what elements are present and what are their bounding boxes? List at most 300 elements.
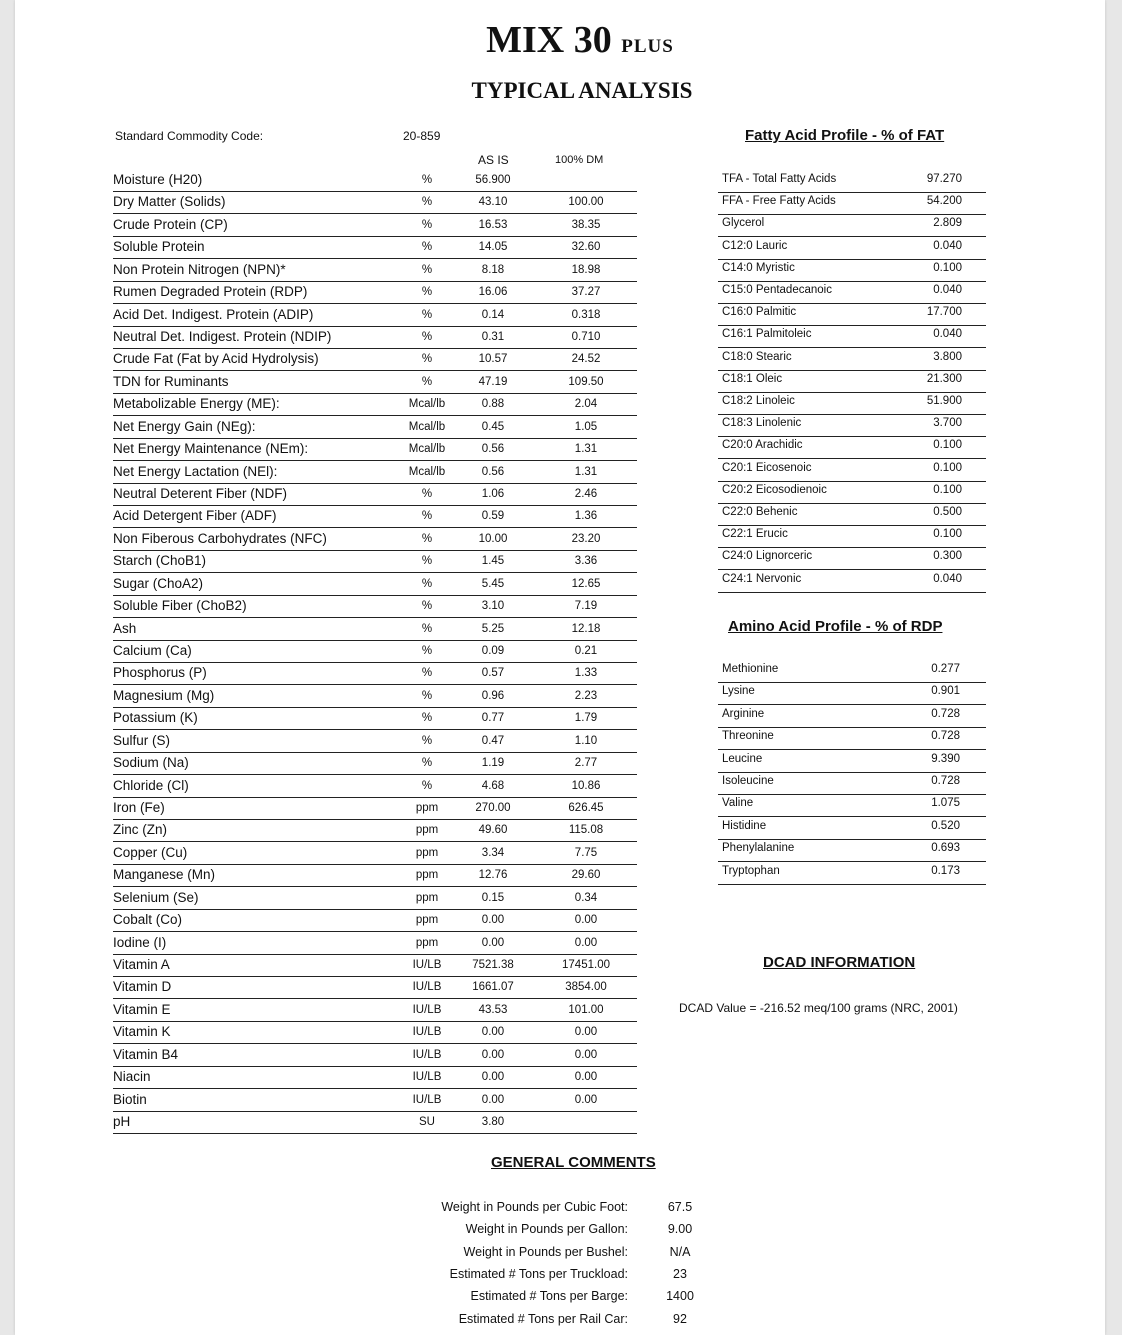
fatty-acid-value: 0.040 [933,284,962,296]
table-row [113,730,637,753]
nutrient-dry-matter: 7.75 [574,846,598,859]
nutrient-dry-matter: 0.00 [574,1026,598,1039]
fatty-acid-value: 51.900 [926,395,962,407]
nutrient-dry-matter: 23.20 [571,532,601,545]
nutrient-as-is: 270.00 [475,802,511,815]
table-row [113,461,637,484]
nutrient-dry-matter: 2.46 [574,488,598,501]
fatty-acid-value: 17.700 [926,306,962,319]
nutrient-unit: % [421,353,433,366]
fatty-acid-row [718,547,986,570]
fatty-acid-name: C22:0 Behenic [722,506,798,518]
fatty-acid-value: 3.700 [933,417,962,430]
nutrient-as-is: 0.47 [481,734,505,747]
fatty-acid-name: C18:3 Linolenic [722,417,802,430]
title-main: MIX 30 [486,19,612,61]
nutrient-as-is: 0.88 [481,398,505,411]
fatty-acid-row [718,503,986,526]
dcad-value-text: DCAD Value = -216.52 meq/100 grams (NRC, 2001) [679,1001,958,1015]
nutrient-unit: Mcal/lb [408,398,446,411]
fatty-acid-name: C22:1 Erucic [722,528,788,541]
amino-acid-row [718,794,986,817]
nutrient-unit: % [421,600,433,613]
nutrient-dry-matter: 100.00 [568,196,604,209]
comment-label: Estimated # Tons per Rail Car: [458,1311,628,1326]
fatty-acid-row [718,459,986,482]
nutrient-name: Starch (ChoB1) [113,553,207,569]
fatty-acid-row [718,325,986,348]
table-row [113,438,637,461]
nutrient-unit: % [421,734,433,747]
nutrient-name: Potassium (K) [113,710,198,726]
nutrient-name: Vitamin B4 [113,1046,179,1062]
nutrient-name: Chloride (Cl) [113,777,189,793]
nutrient-unit: % [421,174,433,186]
nutrient-dry-matter: 0.00 [574,1093,598,1106]
nutrient-name: pH [113,1114,131,1130]
table-row [113,640,637,663]
comment-value: 9.00 [667,1222,693,1237]
nutrient-dry-matter: 1.31 [574,465,598,478]
fatty-acid-name: C20:1 Eicosenoic [722,461,812,474]
nutrient-dry-matter: 0.00 [574,1071,598,1084]
nutrient-unit: % [421,286,433,299]
amino-acid-value: 1.075 [931,797,960,810]
table-row [113,259,637,282]
table-row [113,1089,637,1112]
nutrient-unit: ppm [415,914,439,927]
nutrient-unit: ppm [415,891,439,904]
nutrient-dry-matter: 12.18 [571,622,601,635]
nutrient-unit: ppm [415,824,439,837]
nutrient-as-is: 43.53 [478,1003,508,1016]
nutrient-unit: % [421,689,433,702]
nutrient-unit: % [421,757,433,770]
nutrient-name: Selenium (Se) [113,889,199,905]
nutrient-as-is: 0.77 [481,712,505,725]
table-row [113,775,637,798]
fatty-acid-row [718,436,986,459]
table-row [113,864,637,887]
comment-label: Weight in Pounds per Cubic Foot: [441,1200,628,1214]
nutrient-name: Crude Fat (Fat by Acid Hydrolysis) [113,351,319,367]
amino-acid-name: Phenylalanine [722,842,795,855]
nutrient-unit: IU/LB [412,1048,442,1061]
fatty-acid-value: 0.040 [933,572,962,585]
fatty-acid-row [718,370,986,393]
amino-acid-row [718,727,986,750]
nutrient-unit: % [421,308,433,321]
nutrient-name: Niacin [113,1069,151,1085]
table-row [113,976,637,999]
nutrient-as-is: 0.45 [481,420,505,433]
amino-acid-heading: Amino Acid Profile - % of RDP [728,618,943,635]
table-row [113,483,637,506]
nutrient-dry-matter: 1.05 [574,420,598,433]
table-row [113,393,637,416]
table-row [113,1111,637,1134]
nutrient-unit: IU/LB [412,1026,442,1039]
nutrient-unit: % [421,331,433,343]
nutrient-dry-matter: 0.318 [571,308,601,321]
nutrient-name: Soluble Protein [113,239,205,255]
nutrient-dry-matter: 12.65 [571,577,601,590]
nutrient-dry-matter: 32.60 [571,241,601,254]
nutrient-as-is: 0.00 [481,1048,505,1061]
nutrient-as-is: 1.45 [481,555,505,568]
nutrient-name: Iodine (I) [113,934,167,950]
nutrient-as-is: 7521.38 [472,959,514,972]
amino-acid-value: 0.728 [931,707,960,720]
table-row [113,214,637,237]
fatty-acid-value: 0.040 [933,239,962,252]
nutrient-name: Acid Detergent Fiber (ADF) [113,508,277,524]
commodity-code-label: Standard Commodity Code: [115,129,264,143]
fatty-acid-name: C16:1 Palmitoleic [722,328,812,341]
fatty-acid-value: 0.100 [933,439,962,452]
nutrient-name: Vitamin E [113,1001,171,1017]
nutrient-unit: % [421,555,433,568]
nutrient-as-is: 12.76 [478,869,508,882]
table-row [113,595,637,618]
table-row [113,819,637,842]
nutrient-name: Acid Det. Indigest. Protein (ADIP) [113,306,314,322]
nutrient-name: Cobalt (Co) [113,912,183,928]
table-row [113,685,637,708]
nutrient-name: Magnesium (Mg) [113,687,215,703]
nutrient-name: Neutral Deterent Fiber (NDF) [113,486,288,502]
fatty-acid-name: TFA - Total Fatty Acids [722,173,837,185]
nutrient-as-is: 4.68 [481,779,505,792]
table-row [113,304,637,327]
nutrient-unit: IU/LB [412,1003,442,1016]
amino-acid-name: Threonine [722,730,774,743]
fatty-acid-value: 21.300 [926,372,962,385]
table-row [113,371,637,394]
nutrient-dry-matter: 101.00 [568,1003,604,1016]
fatty-acid-name: C15:0 Pentadecanoic [722,284,832,296]
table-row [113,909,637,932]
nutrient-as-is: 16.53 [478,218,508,231]
nutrient-as-is: 0.00 [481,914,505,927]
amino-acid-value: 0.693 [931,842,960,855]
nutrient-dry-matter: 109.50 [568,375,604,388]
nutrient-unit: % [421,645,433,658]
nutrient-dry-matter: 0.00 [574,914,598,927]
fatty-acid-name: C18:0 Stearic [722,350,792,363]
table-row [113,1021,637,1044]
nutrient-as-is: 0.00 [481,1026,505,1039]
nutrient-unit: % [421,218,433,231]
nutrient-dry-matter: 2.04 [574,398,598,411]
nutrient-name: Metabolizable Energy (ME): [113,396,280,412]
nutrient-unit: Mcal/lb [408,420,446,433]
nutrient-unit: % [421,667,433,680]
nutrient-name: Biotin [113,1091,147,1107]
nutrient-unit: % [421,488,433,501]
nutrient-dry-matter: 626.45 [568,802,604,815]
fatty-acid-value: 0.100 [933,483,962,496]
nutrient-name: Vitamin A [113,957,170,973]
nutrient-as-is: 16.06 [478,286,508,299]
fatty-acid-name: C24:0 Lignorceric [722,550,813,563]
table-row [113,348,637,371]
amino-acid-name: Isoleucine [722,775,774,787]
commodity-code-value: 20-859 [403,129,441,143]
nutrient-dry-matter: 1.36 [574,510,598,523]
general-comments-heading: GENERAL COMMENTS [491,1154,656,1171]
nutrient-dry-matter: 1.33 [574,667,598,680]
nutrient-dry-matter: 115.08 [568,824,604,837]
nutrient-dry-matter: 3854.00 [565,981,607,994]
comment-label: Weight in Pounds per Bushel: [463,1244,628,1259]
comment-value: 67.5 [667,1200,693,1214]
amino-acid-row [718,750,986,773]
nutrient-as-is: 0.09 [481,645,505,658]
fatty-acid-name: C18:2 Linoleic [722,395,795,407]
fatty-acid-row [718,481,986,504]
nutrient-as-is: 1.06 [481,488,505,501]
fatty-acid-row [718,192,986,215]
document-title [0,18,1122,62]
nutrient-as-is: 0.14 [481,308,505,321]
nutrient-unit: IU/LB [412,981,442,994]
table-row [113,887,637,910]
nutrient-dry-matter: 18.98 [571,263,601,276]
amino-acid-name: Leucine [722,752,763,765]
amino-acid-row [718,862,986,885]
nutrient-name: Calcium (Ca) [113,643,192,659]
table-row [113,528,637,551]
nutrient-unit: % [421,712,433,725]
table-row [113,573,637,596]
table-row [113,550,637,573]
nutrient-as-is: 0.15 [481,891,505,904]
amino-acid-value: 0.173 [931,864,960,877]
nutrient-name: TDN for Ruminants [113,373,229,389]
fatty-acid-row [718,414,986,437]
nutrient-as-is: 3.10 [481,600,505,613]
nutrient-unit: % [421,241,433,254]
nutrient-unit: % [421,779,433,792]
nutrient-name: Moisture (H20) [113,172,203,187]
nutrient-name: Sodium (Na) [113,755,189,771]
nutrient-as-is: 56.900 [475,174,511,186]
amino-acid-value: 0.277 [931,663,960,675]
nutrient-name: Manganese (Mn) [113,867,216,883]
fatty-acid-value: 0.500 [933,506,962,518]
comment-label: Weight in Pounds per Gallon: [465,1222,628,1237]
title-suffix: PLUS [621,36,674,57]
nutrient-dry-matter: 0.21 [574,645,598,658]
nutrient-name: Sulfur (S) [113,732,171,748]
nutrient-name: Rumen Degraded Protein (RDP) [113,284,308,300]
nutrient-unit: IU/LB [412,1071,442,1084]
fatty-acid-value: 0.100 [933,261,962,274]
nutrient-as-is: 1661.07 [472,981,514,994]
nutrient-as-is: 0.56 [481,465,505,478]
table-row [113,281,637,304]
nutrient-dry-matter: 3.36 [574,555,598,568]
table-row [113,326,637,349]
nutrient-as-is: 43.10 [478,196,508,209]
fatty-acid-row [718,392,986,415]
nutrient-unit: % [421,510,433,523]
amino-acid-row [718,705,986,728]
amino-acid-value: 0.728 [931,730,960,743]
table-row [113,797,637,820]
nutrient-name: Dry Matter (Solids) [113,194,226,210]
amino-acid-name: Valine [722,797,754,810]
amino-acid-value: 0.728 [931,775,960,787]
nutrient-as-is: 0.00 [481,1071,505,1084]
dcad-heading: DCAD INFORMATION [763,954,916,971]
nutrient-name: Sugar (ChoA2) [113,575,204,591]
table-row [113,662,637,685]
amino-acid-name: Tryptophan [722,864,780,877]
nutrient-name: Net Energy Lactation (NEl): [113,463,278,479]
table-row [113,707,637,730]
nutrient-dry-matter: 29.60 [571,869,601,882]
fatty-acid-value: 0.040 [933,328,962,341]
amino-acid-row [718,660,986,683]
nutrient-dry-matter: 1.31 [574,443,598,456]
nutrient-name: Net Energy Maintenance (NEm): [113,441,309,457]
fatty-acid-row [718,570,986,593]
nutrient-dry-matter: 2.77 [574,757,598,770]
comment-value: 23 [673,1266,687,1281]
fatty-acid-row [718,214,986,237]
nutrient-as-is: 10.57 [478,353,508,366]
nutrient-unit: IU/LB [412,959,442,972]
column-header-as-is: AS IS [478,153,509,167]
table-row [113,1044,637,1067]
nutrient-as-is: 0.31 [481,331,505,343]
nutrient-as-is: 3.80 [481,1116,505,1129]
fatty-acid-row [718,525,986,548]
amino-acid-value: 0.901 [931,685,960,698]
table-row [113,169,637,192]
nutrient-unit: % [421,577,433,590]
nutrient-unit: IU/LB [412,1093,442,1106]
nutrient-unit: % [421,532,433,545]
nutrient-dry-matter: 1.10 [574,734,598,747]
comment-label: Estimated # Tons per Truckload: [449,1266,628,1281]
nutrient-as-is: 8.18 [481,263,505,276]
amino-acid-value: 9.390 [931,752,960,765]
nutrient-name: Crude Protein (CP) [113,216,228,232]
nutrient-unit: ppm [415,936,439,949]
column-header-dm: 100% DM [555,154,604,166]
nutrient-as-is: 0.96 [481,689,505,702]
nutrient-name: Phosphorus (P) [113,665,207,681]
nutrient-name: Copper (Cu) [113,844,188,860]
document-subtitle: TYPICAL ANALYSIS [471,78,693,103]
nutrient-as-is: 0.59 [481,510,505,523]
amino-acid-name: Arginine [722,707,765,720]
nutrient-dry-matter: 37.27 [571,286,601,299]
nutrient-as-is: 5.25 [481,622,505,635]
table-row [113,618,637,641]
nutrient-unit: % [421,375,433,388]
nutrient-name: Iron (Fe) [113,800,165,816]
table-row [113,752,637,775]
fatty-acid-name: C14:0 Myristic [722,261,795,274]
fatty-acid-value: 0.100 [933,461,962,474]
nutrient-unit: Mcal/lb [408,465,446,478]
fatty-acid-name: C16:0 Palmitic [722,306,797,319]
nutrient-name: Vitamin D [113,979,172,995]
fatty-acid-value: 97.270 [926,173,962,185]
nutrient-dry-matter: 0.34 [574,891,598,904]
fatty-acid-name: FFA - Free Fatty Acids [722,195,836,208]
nutrient-unit: ppm [415,869,439,882]
nutrient-unit: SU [419,1116,435,1129]
amino-acid-name: Methionine [722,663,779,675]
table-row [113,842,637,865]
nutrient-unit: ppm [415,846,439,859]
fatty-acid-name: Glycerol [722,217,765,230]
nutrient-name: Non Fiberous Carbohydrates (NFC) [113,530,327,546]
nutrient-name: Non Protein Nitrogen (NPN)* [113,261,286,277]
nutrient-name: Ash [113,620,137,636]
nutrient-unit: ppm [415,802,439,815]
nutrient-dry-matter: 7.19 [574,600,598,613]
fatty-acid-name: C12:0 Lauric [722,239,788,252]
nutrient-as-is: 1.19 [481,757,505,770]
nutrient-as-is: 14.05 [478,241,508,254]
amino-acid-row [718,817,986,840]
fatty-acid-heading: Fatty Acid Profile - % of FAT [745,127,945,144]
nutrient-dry-matter: 10.86 [571,779,601,792]
fatty-acid-row [718,303,986,326]
amino-acid-row [718,839,986,862]
fatty-acid-value: 3.800 [933,350,962,363]
amino-acid-value: 0.520 [931,819,960,832]
nutrient-name: Soluble Fiber (ChoB2) [113,598,247,614]
nutrient-as-is: 10.00 [478,532,508,545]
nutrient-dry-matter: 24.52 [571,353,601,366]
nutrient-as-is: 0.00 [481,936,505,949]
amino-acid-name: Histidine [722,819,767,832]
table-row [113,505,637,528]
fatty-acid-value: 2.809 [933,217,962,230]
table-row [113,416,637,439]
nutrient-dry-matter: 0.710 [571,331,601,343]
amino-acid-name: Lysine [722,685,755,698]
table-row [113,1066,637,1089]
table-row [113,932,637,955]
fatty-acid-name: C24:1 Nervonic [722,572,802,585]
comment-value: 92 [673,1311,687,1326]
comment-value: N/A [669,1244,691,1259]
amino-acid-row [718,682,986,705]
fatty-acid-row [718,170,986,193]
fatty-acid-value: 0.300 [933,550,962,563]
nutrient-dry-matter: 0.00 [574,936,598,949]
table-row [113,954,637,977]
nutrient-as-is: 49.60 [478,824,508,837]
nutrient-as-is: 47.19 [478,375,508,388]
fatty-acid-row [718,348,986,371]
nutrient-as-is: 3.34 [481,846,505,859]
nutrient-as-is: 5.45 [481,577,505,590]
fatty-acid-value: 54.200 [926,195,962,208]
amino-acid-row [718,772,986,795]
nutrient-unit: % [421,622,433,635]
nutrient-unit: Mcal/lb [408,443,446,456]
nutrient-dry-matter: 17451.00 [562,959,610,972]
